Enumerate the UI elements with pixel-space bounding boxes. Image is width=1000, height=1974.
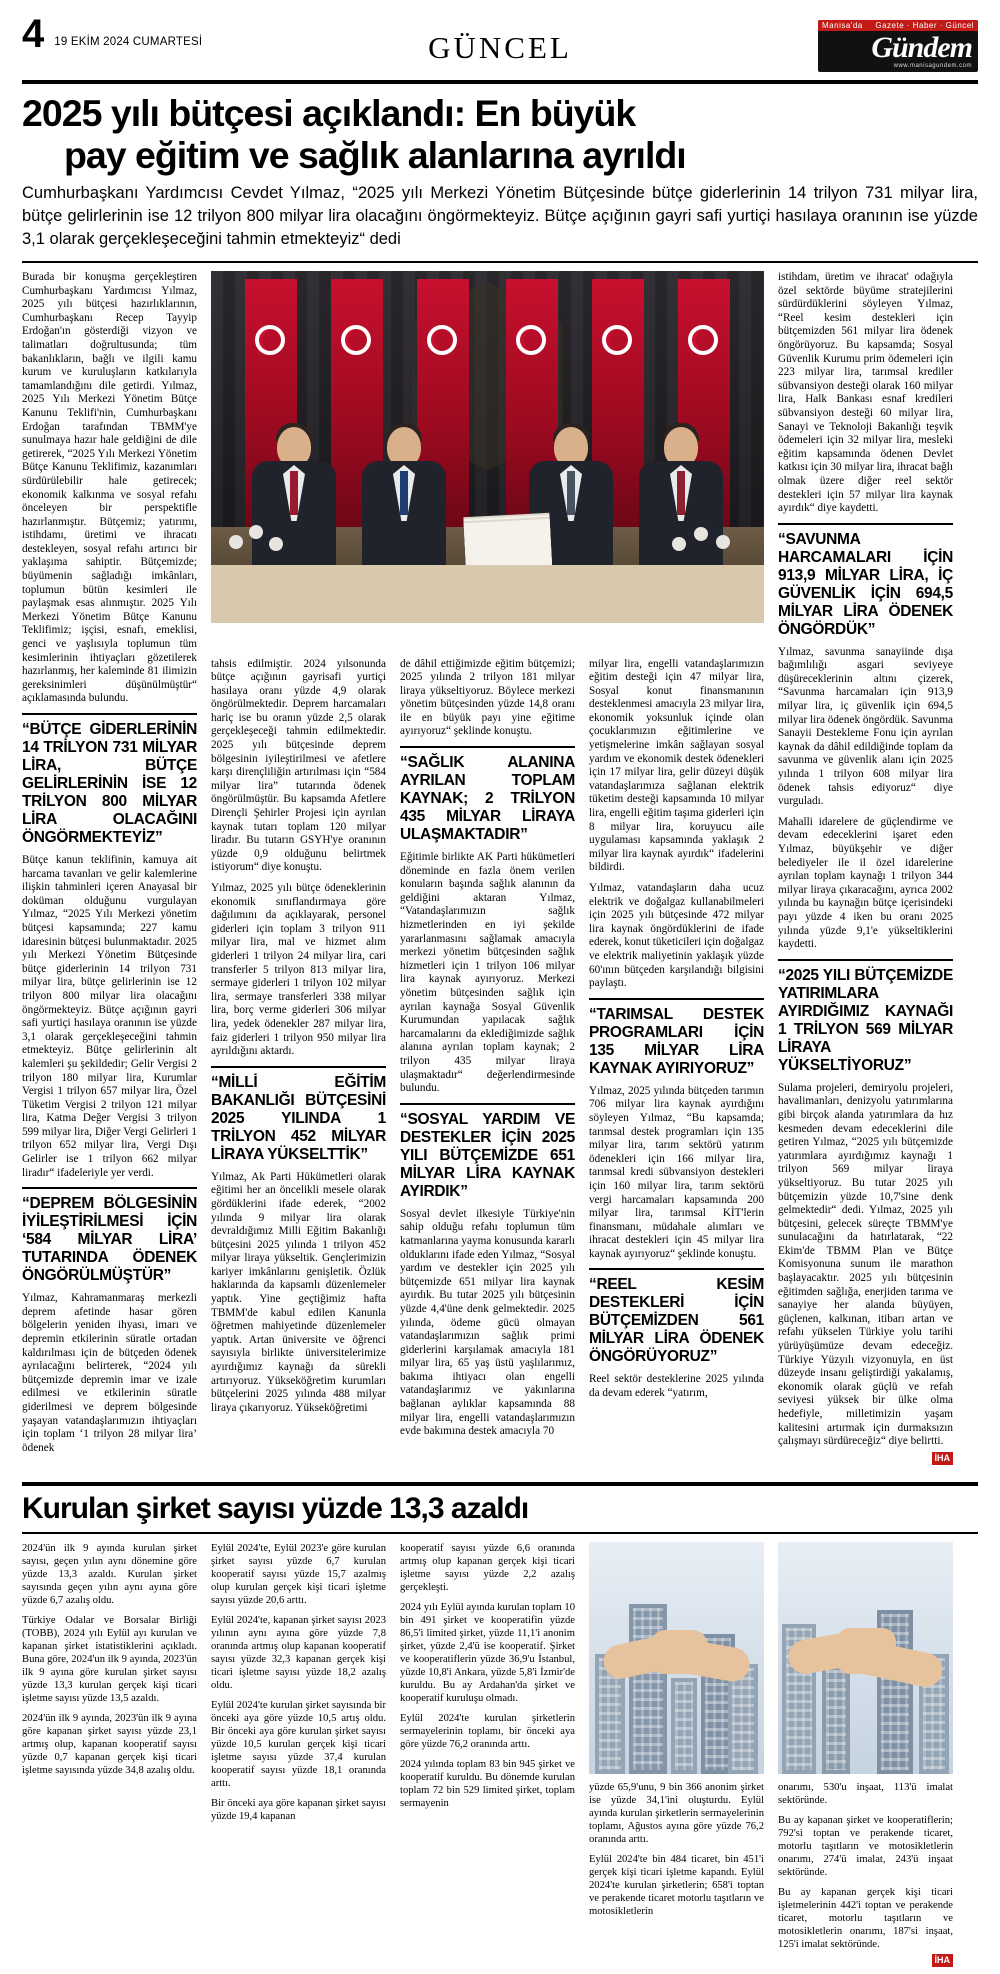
subhead: “BÜTÇE GİDERLERİNİN 14 TRİLYON 731 MİLYAR LİRA, BÜTÇE GELİRLERİNİN İSE 12 TRİLYON 800 MİLYAR LİRA OLACAĞINI ÖNGÖRMEKTEYİZ”	[22, 713, 197, 847]
paragraph: onarımı, 530'u inşaat, 113'ü imalat sektöründe.	[778, 1782, 953, 1807]
story2-column-1	[22, 1542, 197, 1974]
paragraph: milyar lira, engelli vatandaşlarımızın eğitim desteği için 47 milyar lira, Sosyal konut finansmanının desteklenmesi amacıyla 23 milyar lira, ekonomik yoksunluk içinde olan çocuklarımızın eğitimlerine ve yetişmelerine imkân sağlayan sosyal yardım ve ekonomik destek ödenekleri için 17 milyar lira, gelir düzeyi düşük vatandaşlarımıza sağlanan elektrik tüketim desteği kapsamında 10 milyar lira, engelli eğitim taşıma giderleri için 8 milyar lira, koruyucu aile uygulaması kapsamında yaklaşık 2 milyar lira kaynak ayırdık“ ifadelerini bildirdi.	[589, 657, 764, 874]
story2-column-3	[400, 1542, 575, 1974]
paragraph: Reel sektör desteklerine 2025 yılında da devam ederek “yatırım,	[589, 1373, 764, 1400]
paragraph: Yılmaz, vatandaşların daha ucuz elektrik ve doğalgaz kullanabilmeleri için 2025 yılı bütçesinde 472 milyar lira kaynak öngördüklerini de ifade ederek, konut tüketicileri için doğalgaz ve elektrik maliyetinin yaklaşık yüzde 60'ının bütçeden karşılandığı bilgisini paylaştı.	[589, 882, 764, 990]
paragraph: Yılmaz, 2025 yılı bütçe ödeneklerinin ekonomik sınıflandırmaya göre dağılımını da açıklayarak, personel giderleri için toplam 3 trilyon 911 milyar lira, mal ve hizmet alım giderleri 1 trilyon 24 milyar lira, cari transferler 5 trilyon 813 milyar lira, sermaye giderleri 1 trilyon 102 milyar lira, sermaye transferleri 338 milyar lira, borç verme giderleri 306 milyar lira, yedek ödenekler 287 milyar lira, faiz giderleri 1 trilyon 950 milyar lira ayrıldığını aktardı.	[211, 882, 386, 1058]
issue-date: 19 EKİM 2024 CUMARTESİ	[54, 36, 203, 48]
lead-column-2	[211, 658, 386, 1473]
story2-column-4	[589, 1542, 764, 1974]
secondary-story	[22, 1482, 978, 1974]
story2-headline: Kurulan şirket sayısı yüzde 13,3 azaldı	[22, 1492, 529, 1526]
page-folio: 4	[22, 12, 45, 56]
logo-top-bar	[818, 20, 978, 31]
subhead: “SAVUNMA HARCAMALARI İÇİN 913,9 MİLYAR LİRA, İÇ GÜVENLİK İÇİN 694,5 MİLYAR LİRA ÖDENEK ÖNGÖRDÜK”	[778, 523, 953, 639]
headline-rule	[22, 261, 978, 263]
paragraph: istihdam, üretim ve ihracat' odağıyla özel sektörde büyüme stratejilerini sürdürdüklerini söyleyen Yılmaz, “Reel kesim destekleri için bütçemizden 561 milyar lira ödenek öngörüyoruz. Bu kapsamda; Sosyal Güvenlik Kurumu prim ödemeleri için 223 milyar lira, tarımsal krediler sübvansiyon desteği olarak 160 milyar lira, Halk Bankası esnaf kredileri sübvansiyon desteği 60 milyar lira, Sanayi ve Teknoloji Bakanlığı teşvik ödemeleri için 32 milyar lira, mesleki eğitim kapsamında ödenen Devlet katkısı için 30 milyar lira, ihracat bağlı olmak üzere diğer reel sektör destekleri için 57 milyar lira kaynak ayırdık“ diye kaydetti.	[778, 271, 953, 515]
lead-photo	[211, 271, 764, 650]
press-conference-photo	[211, 271, 764, 623]
headline-line-1: 2025 yılı bütçesi açıklandı: En büyük	[22, 92, 636, 134]
paragraph: Bütçe kanun teklifinin, kamuya ait harcama tavanları ve gelir kalemlerine ilişkin tahminleri içeren Anayasal bir doküman olduğunu vurgulayan Yılmaz, “2025 Yılı Merkezi yönetim bütçesi kapsamında; 227 kamu idaresinin bütçesi bulunmaktadır. 2025 yılı Merkezi Yönetim Bütçesinde bütçe giderlerinin 14 trilyon 731 milyar lira, bütçe gelirlerinin ise 12 trilyon 800 milyar lira olacağını öngörmekteyiz. Bütçe açığının gayri safi yurtiçi hasılaya oranının ise yüzde 3,1 olarak gerçekleşeceğini tahmin etmekteyiz. Bütçe gelirlerinin alt kalemleri şu şekildedir; Gelir Vergisi 2 trilyon 180 milyar lira, Kurumlar Vergisi 1 trilyon 657 milyar lira, Özel Tüketim Vergisi 2 trilyon 121 milyar lira, Katma Değer Vergisi 3 trilyon 599 milyar lira, Diğer Vergi Gelirleri 1 trilyon 652 milyar lira, Vergi Dışı Gelirler ise 1 trilyon 662 milyar liradır“ ifadeleriyle yer verdi.	[22, 854, 197, 1179]
paragraph: 2024'ün ilk 9 ayında kurulan şirket sayısı, geçen yılın aynı dönemine göre yüzde 13,3 azaldı. Kurulan şirket sayısında geçen yılın aynı ayına göre yüzde 6,7 azalış oldu.	[22, 1543, 197, 1607]
masthead	[22, 14, 978, 76]
agency-credit: İHA	[932, 1954, 954, 1967]
paragraph: Yılmaz, Kahramanmaraş merkezli deprem afetinde hasar gören bölgelerin yeniden ihyası, imarı ve depremin etkilerinin süratle ortadan kaldırılması için de bütçeden ödenek ayrılacağını belirterek, “2024 yılı bütçemizde depremin imar ve izale edilmesi ve etkilerinin süratle giderilmesi ve deprem bölgesinde yaşayan vatandaşlarımızın ihtiyaçları için toplam ‘1 trilyon 28 milyar lira’ ödenek	[22, 1292, 197, 1454]
logo-top-right: Gazete · Haber · Güncel	[875, 21, 974, 30]
paragraph: yüzde 65,9'unu, 9 bin 366 anonim şirket ise yüzde 34,1'ini oluşturdu. Eylül ayında kurulan şirketlerin sermayelerinin toplamı, Ağustos ayına göre yüzde 76,2 oranında arttı.	[589, 1782, 764, 1846]
paragraph: Yılmaz, 2025 yılında bütçeden tarımın 706 milyar lira kaynak ayırdığını söyleyen Yılmaz, “Bu kapsamda; tarımsal destek programları için 135 milyar lira, tarım sektörü yatırım ödenekleri için 166 milyar lira, tarımsal kredi sübvansiyon destekleri için 160 milyar lira, tarım sektörü vergi harcamaları kapsamında 200 milyar lira, tarımsal KİT'lerin finansmanı, müdahale alımları ve ihracat destekleri için 45 milyar lira kaynak ayırıyoruz“ şeklinde konuştu.	[589, 1084, 764, 1260]
subhead: “SOSYAL YARDIM VE DESTEKLER İÇİN 2025 YILI BÜTÇEMİZDE 651 MİLYAR LİRA KAYNAK AYIRDIK”	[400, 1103, 575, 1201]
paragraph: Türkiye Odalar ve Borsalar Birliği (TOBB), 2024 yılı Eylül ayı kurulan ve kapanan şirket istatistiklerini açıkladı. Buna göre, 2024'un ilk 9 ayında, 2023'ün ilk 9 ayına göre kurulan şirket sayısı yüzde 13,3 kurulan gerçek kişi ticari işletme sayısı yüzde 13,5 azaldı.	[22, 1615, 197, 1705]
paragraph: Bu ay kapanan gerçek kişi ticari işletmelerinin 442'i toptan ve perakende ticaret, motorlu taşıtların ve motosikletlerin onarımı, 187'si inşaat, 125'i imalat sektöründe.	[778, 1887, 953, 1951]
subhead: “DEPREM BÖLGESİNİN İYİLEŞTİRİLMESİ İÇİN ‘584 MİLYAR LİRA’ TUTARINDA ÖDENEK ÖNGÖRÜLMÜŞTÜR”	[22, 1187, 197, 1285]
logo-wordmark: Gündem	[871, 31, 972, 64]
subhead: “TARIMSAL DESTEK PROGRAMLARI İÇİN 135 MİLYAR LİRA KAYNAK AYIRIYORUZ”	[589, 998, 764, 1078]
paragraph: Burada bir konuşma gerçekleştiren Cumhurbaşkanı Yardımcısı Yılmaz, 2025 yılı bütçesi hazırlıklarının, Cumhurbaşkanı Recep Tayyip Erdoğan'ın gösterdiği vizyon ve talimatları doğrultusunda; tüm bakanlıkların, bağlı ve ilgili kamu kurum ve kuruluşların katkılarıyla tamamlandığını dile getirdi. Yılmaz, 2025 Yılı Merkezi Yönetim Bütçe Kanunu Teklifi'nin, Cumhurbaşkanı Erdoğan tarafından TBMM'ye sunulmaya hazır hale geldiğini de dile getirerek, “2025 Yılı Merkezi Yönetim Bütçe Kanunu Teklifimiz, kazanımları sürdürülebilir hale getirecek; ekonomik kalkınma ve sosyal refahı önceleyen bir perspektifle hazırlanmıştır. Bütçemiz; yatırımı, istihdamı, üretimi ve ihracatı destekleyen, sosyal refahı artırıcı bir yaklaşıma sahiptir. Bütçemizde; büyümenin sağladığı imkânları, toplumun bütün kesimleri ile paylaşmak esas alınmıştır. 2025 Yılı Merkezi Yönetim Bütçe Kanunu Teklifimiz; işçisi, esnafı, emeklisi, genci ve yaşlısıyla toplumun tüm kesimlerinin ihtiyaçları gözetilerek hazırlanmış, her kaleminde 81 ilimizin gereksinimleri düşünülmüştür“ açıklamasında bulundu.	[22, 271, 197, 705]
story2-rule	[22, 1482, 978, 1486]
paragraph: Eylül 2024'te kurulan şirketlerin sermayelerinin toplamı, bir önceki aya göre yüzde 76,2 oranında arttı.	[400, 1713, 575, 1751]
section-title: GÜNCEL	[428, 30, 572, 65]
story2-body	[22, 1542, 978, 1974]
subhead: “SAĞLIK ALANINA AYRILAN TOPLAM KAYNAK; 2 TRİLYON 435 MİLYAR LİRAYA ULAŞMAKTADIR”	[400, 746, 575, 844]
paragraph: kooperatif sayısı yüzde 6,6 oranında artmış olup kapanan gerçek kişi ticari işletme sayısı yüzde 2,2 azalış gerçekleşti.	[400, 1543, 575, 1594]
paragraph: Mahalli idarelere de güçlendirme ve devam edeceklerini işaret eden Yılmaz, büyükşehir ve diğer belediyeler ile il özel idarelerine ayrılan toplam kaynağı 1 trilyon 344 milyar liraya çıkaracağını, ayrıca 2002 yılında bu kaynağın bütçe içerisindeki payı yüzde 4 iken bu oranı 2025 yılında yüzde 9,1'e yükseltiklerini kaydetti.	[778, 815, 953, 951]
paragraph: Sulama projeleri, demiryolu projeleri, havalimanları, denizyolu yatırımlarına gibi birçok alanda yatırımlara da hız kesmeden devam edeceklerini dile getiren Yılmaz, “2025 yılı bütçemizde yatırımlara ayırdığımız kaynağı 1 trilyon 569 milyar liraya yükseltiyoruz. Bu tutar 2025 yılı bütçemizin yüzde 10,7'sine denk gelmektedir“ dedi. Yılmaz, 2025 yılı bütçesini, gelecek süreçte TBMM'ye sunulacağını da hatırlatarak, “22 Ekim'de TBMM Plan ve Bütçe Komisyonuna sunum ile marathon başlayacaktır. 2025 yılı bütçesinin eğitimden sağlığa, enerjiden tarıma ve sanayiye her alanda büyüyen, güçlenen, kalkınan, itibarı artan ve refahı yükselen Türkiye yolu tarihi yürüyüşümüze devam edeceğiz. Türkiye Yüzyılı vizyonuyla, en üst düzeyde insanı geliştirdiği yakalamış, ekonomik olarak güçlü ve refah seviyesi yüksek bir ülke olma hedefiyle, milletimizin yaşam kalitesini artırmak için durmaksızın çalışmayı sürdüreceğiz“ diye belirtti.	[778, 1081, 953, 1448]
story2-subrule	[22, 1532, 978, 1534]
lead-body	[22, 271, 978, 1472]
logo-website: www.manisagundem.com	[893, 63, 972, 69]
headline-line-2: pay eğitim ve sağlık alanlarına ayrıldı	[64, 134, 686, 176]
logo-top-left: Manisa'da	[822, 21, 863, 30]
lead-column-4	[589, 658, 764, 1473]
paragraph: Bir önceki aya göre kapanan şirket sayısı yüzde 19,4 kapanan	[211, 1798, 386, 1823]
lead-standfirst: Cumhurbaşkanı Yardımcısı Cevdet Yılmaz, “2025 yılı Merkezi Yönetim Bütçesinde bütçe giderlerinin 14 trilyon 731 milyar lira, bütçe gelirlerinin ise 12 trilyon 800 milyar lira olacağını öngörmekteyiz. Bütçe açığının gayri safi yurtiçi hasılaya oranının ise yüzde 3,1 olarak gerçekleşeceğini tahmin etmekteyiz“ dedi	[22, 184, 978, 248]
newspaper-logo	[818, 20, 978, 72]
subhead: “2025 YILI BÜTÇEMİZDE YATIRIMLARA AYIRDIĞIMIZ KAYNAĞI 1 TRİLYON 569 MİLYAR LİRAYA YÜKSELTİYORUZ”	[778, 959, 953, 1075]
story2-column-5	[778, 1542, 953, 1974]
handshake-photo-2	[778, 1542, 953, 1774]
masthead-rule	[22, 80, 978, 84]
paragraph: Eylül 2024'te, kapanan şirket sayısı 2023 yılının aynı ayına göre yüzde 7,8 oranında artmış olup kapanan kooperatif sayısı yüzde 32,3 kapanan gerçek kişi ticari işletme sayısı yüzde 18,2 azalış oldu.	[211, 1615, 386, 1692]
paragraph: Yılmaz, Ak Parti Hükümetleri olarak eğitimi her an öncelikli mesele olarak gördüklerini ifade ederek, “2002 yılında 9 milyar lira olarak devraldığımız Milli Eğitim Bakanlığı bütçesini 2025 yılında 1 trilyon 452 milyar liraya yükseltik. Gençlerimizin kariyer imkânlarını genişletik. Özlük haklarında da kapsamlı düzenlemeler yaptık. Yine geçtiğimiz hafta TBMM'de kabul edilen Kanunla öğretmen mahiyetinde düzenlemeler yaptık. Artan üniversite ve öğrenci sayısıyla birlikte üniversitelerimize ayırdığımız kaynağı da sürekli artırıyoruz. Yükseköğretim kurumları bütçelerini 2025 yılında 488 milyar liraya çıkarıyoruz. Yükseköğretimi	[211, 1170, 386, 1414]
subhead: “MİLLİ EĞİTİM BAKANLIĞI BÜTÇESİNİ 2025 YILINDA 1 TRİLYON 452 MİLYAR LİRAYA YÜKSELTTİK”	[211, 1066, 386, 1164]
paragraph: Sosyal devlet ilkesiyle Türkiye'nin sahip olduğu refahı toplumun tüm katmanlarına yayma konusunda kararlı olduklarını ifade eden Yılmaz, “Sosyal yardım ve destekler için 2025 yılı bütçemizde 651 milyar lira kaynak ayırdık. Bu tutar 2025 yılı bütçesinin yüzde 4,4'üne denk gelmektedir. 2025 yılında, ödeme gücü olmayan vatandaşlarımızın sağlık primi giderlerini karşılamak amacıyla 181 milyar lira, 65 yaş üstü yaşlılarımız, bakıma ihtiyacı olan engelli vatandaşlarımız ve yakınlarına bağlanan aylıklar kapsamında 88 milyar lira, engelli vatandaşlarımızın evde bakımına destek amacıyla 70	[400, 1207, 575, 1438]
paragraph: Eylül 2024'te, Eylül 2023'e göre kurulan şirket sayısı yüzde 6,7 kurulan kooperatif sayısı yüzde 15,7 azalmış olup kurulan gerçek kişi ticari işletme sayısı yüzde 20,6 arttı.	[211, 1543, 386, 1607]
agency-credit: İHA	[932, 1452, 954, 1466]
paragraph: tahsis edilmiştir. 2024 yılsonunda bütçe açığının gayrisafi yurtiçi hasılaya oranı yüzde 4,9 olarak öngörülmektedir. Deprem harcamaları hariç ise bu oranın yüzde 2,5 olarak gerçekleşeceği tahmin edilmektedir. 2025 yılı bütçesinde deprem bölgesinin iyileştirilmesi ve afetlere karşı dirençliliğin artırılması için “584 milyar lira” tutarında ödenek öngörülmüştür. Bu kapsamda Afetlere Dirençli Şehirler Projesi için ayrılan kaynak tutarı toplam 120 milyar liradır. Bu tutarın GSYH'ye oranının yüzde 0,9 olduğunu belirtmek istiyorum“ diye konuştu.	[211, 657, 386, 874]
handshake-photo	[589, 1542, 764, 1774]
story2-column-2	[211, 1542, 386, 1974]
lead-headline	[22, 92, 978, 176]
paragraph: 2024'ün ilk 9 ayında, 2023'ün ilk 9 ayına göre kapanan şirket sayısı yüzde 23,1 artmış olup, kapanan kooperatif sayısı yüzde 0,7 kapanan gerçek kişi ticari işletme sayısında yüzde 34,8 azalış oldu.	[22, 1713, 197, 1777]
paragraph: Eylül 2024'te bin 484 ticaret, bin 451'i gerçek kişi ticari işletme kapandı. Eylül 2024'te kurulan şirketlerin; 658'i toptan ve perakende ticaret motorlu taşıtların ve motosikletlerin	[589, 1854, 764, 1918]
paragraph: 2024 yılı Eylül ayında kurulan toplam 10 bin 491 şirket ve kooperatifin yüzde 86,5'i limited şirket, yüzde 11,1'i anonim şirket, yüzde 2,4'ü ise kooperatif. Şirket ve kooperatiflerin yüzde 36,9'u İstanbul, yüzde 10,8'i Ankara, yüzde 5,8'i İzmir'de kuruldu. Bu ay Ardahan'da şirket ve kooperatif kuruluşu olmadı.	[400, 1602, 575, 1705]
paragraph: 2024 yılında toplam 83 bin 945 şirket ve kooperatif kuruldu. Bu dönemde kurulan toplam 72 bin 529 limited şirket, toplam sermayenin	[400, 1759, 575, 1810]
paragraph: Bu ay kapanan şirket ve kooperatiflerin; 792'si toptan ve perakende ticaret, motorlu taşıtların ve motosikletlerin onarımı, 274'ü imalat, 243'ü inşaat sektöründe.	[778, 1815, 953, 1879]
paragraph: Eylül 2024'te kurulan şirket sayısında bir önceki aya göre yüzde 10,5 artış oldu. Bir önceki aya göre kurulan şirket sayısı yüzde 10,5 kurulan gerçek kişi ticari işletme sayısı yüzde 37,4 kurulan kooperatif sayısı yüzde 18,1 oranında arttı.	[211, 1700, 386, 1790]
lead-column-5	[778, 271, 953, 1472]
lead-column-3	[400, 658, 575, 1473]
lead-column-1	[22, 271, 197, 1472]
paragraph: Eğitimle birlikte AK Parti hükümetleri döneminde en fazla önem verilen konuların başında sağlık alanının da geldiğini aktaran Yılmaz, “Vatandaşlarımızın sağlık hizmetlerinden en iyi şekilde yararlanmasını sağlamak amacıyla merkezi yönetim bütçesinden sağlık hizmetleri için 1 trilyon 106 milyar lira kaynak ayırıyoruz. Merkezi yönetim bütçesinden sağlık için ayrılan kaynağa Sosyal Güvenlik Kurumundan yapılacak sağlık harcamalarını da eklediğimizde sağlık alanına ayrılan toplam kaynak; 2 trilyon 435 milyar liraya ulaşmaktadır“ değerlendirmesinde bulundu.	[400, 851, 575, 1095]
subhead: “REEL KESİM DESTEKLERİ İÇİN BÜTÇEMİZDEN 561 MİLYAR LİRA ÖDENEK ÖNGÖRÜYORUZ”	[589, 1268, 764, 1366]
paragraph: Yılmaz, savunma sanayiinde dışa bağımlılığı asgari seviyeye düşüreceklerinin altını çizerek, “Savunma harcamaları için 913,9 milyar lira, iç güvenlik için 694,5 milyar lira ödenek öngördük. Savunma Sanayii Destekleme Fonu için ayrılan kaynak da dâhil edildiğinde toplam da savunma ve güvenlik alanı için 2025 yılında 1 trilyon 608 milyar lira ödenek tahsis ediyoruz“ diye vurguladı.	[778, 645, 953, 808]
paragraph: de dâhil ettiğimizde eğitim bütçemizi; 2025 yılında 2 trilyon 181 milyar liraya yükseltiyoruz. Böylece merkezi yönetim bütçesinden yüzde 14,8 oranı ile en büyük payı yine eğitime ayırıyoruz“ şeklinde konuştu.	[400, 657, 575, 738]
